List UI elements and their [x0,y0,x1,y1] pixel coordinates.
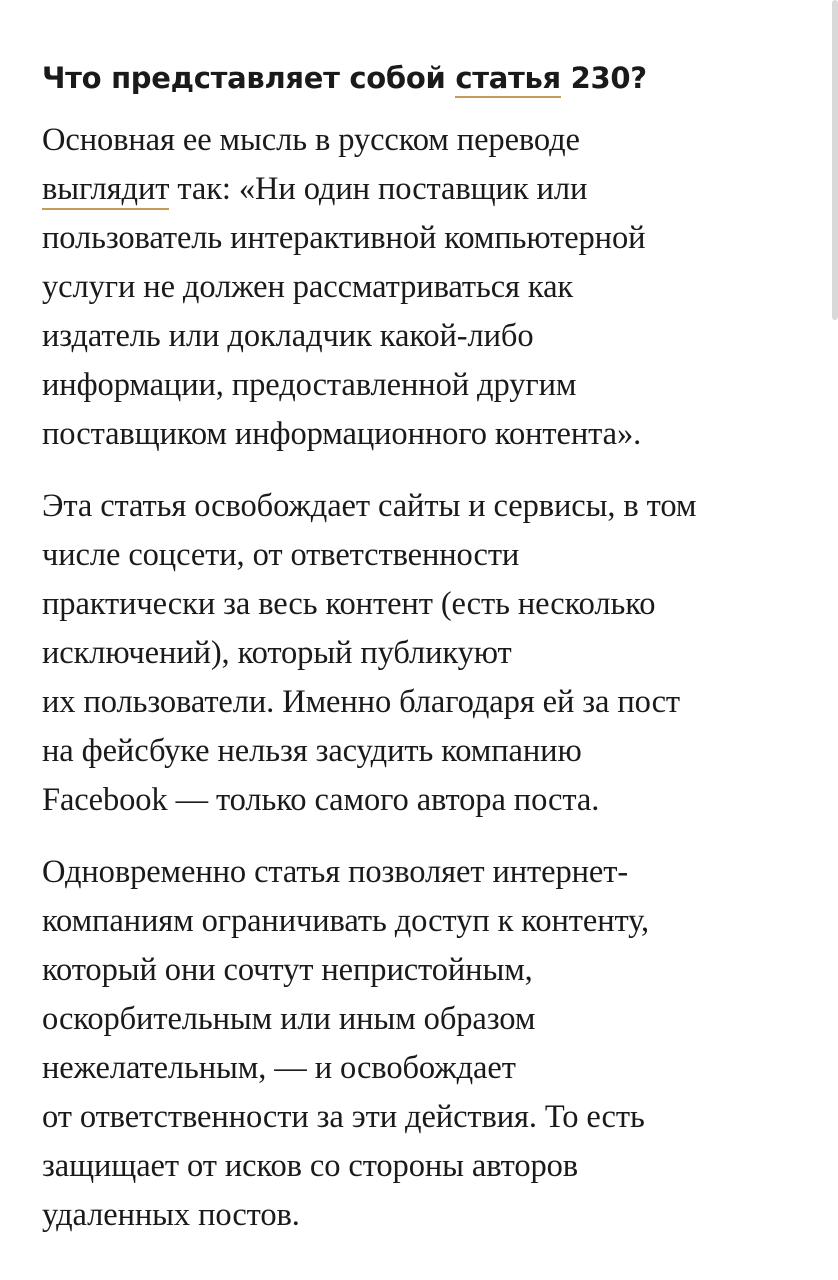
section-heading [42,58,822,98]
article-body [42,58,822,1263]
paragraph-2: Эта статья освобождает сайты и сервисы, в том числе соцсети, от ответственности практически за весь контент (есть несколько исключений), который публикуют их пользователи. Именно благодаря ей за пост на фейсбуке нельзя засудить компанию Facebook — только самого автора поста. [42,488,697,818]
paragraph-1-text-start: Основная ее мысль в русском переводе [42,122,580,158]
scrollbar[interactable] [832,0,838,320]
paragraph-1 [42,116,822,459]
paragraph-1-text-end: так: «Ни один поставщик или пользователь интерактивной компьютерной услуги не должен рассматриваться как издатель или докладчик какой-либо информации, предоставленной другим поставщиком информационного контента». [42,171,646,452]
article-230-link[interactable]: статья [455,61,561,98]
heading-text-end: 230? [560,61,647,95]
heading-text-start: Что представляет собой [42,61,456,95]
paragraph-3: Одновременно статья позволяет интернет- компаниям ограничивать доступ к контенту, который они сочтут непристойным, оскорбительным или иным образом нежелательным, — и освобождает от ответственности за эти действия. То есть защищает от исков со стороны авторов удаленных постов. [42,854,650,1233]
translation-link[interactable]: выглядит [42,171,169,210]
